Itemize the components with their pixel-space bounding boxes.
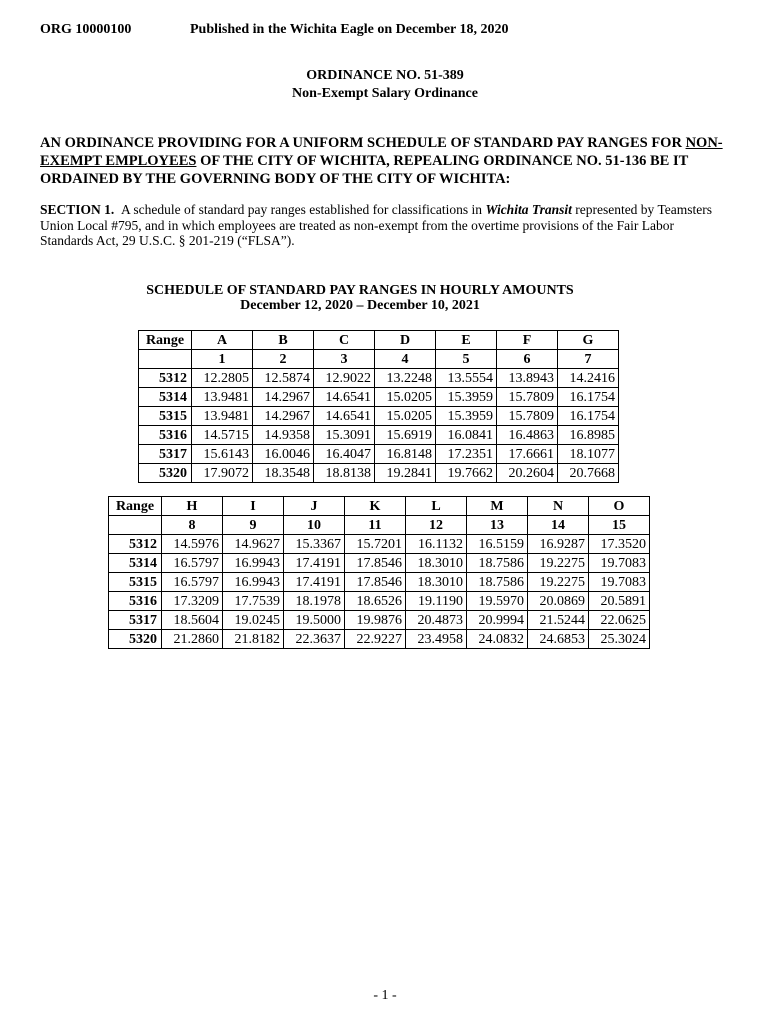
hourly-rate-cell: 15.3959 [436, 388, 497, 407]
hourly-rate-cell: 22.3637 [284, 630, 345, 649]
hourly-rate-cell: 15.7809 [497, 407, 558, 426]
hourly-rate-cell: 12.9022 [314, 369, 375, 388]
hourly-rate-cell: 20.7668 [558, 464, 619, 483]
column-step-header: 7 [558, 350, 619, 369]
column-step-header: 14 [528, 516, 589, 535]
table-row [139, 426, 619, 445]
hourly-rate-cell: 19.2841 [375, 464, 436, 483]
hourly-rate-cell: 14.6541 [314, 388, 375, 407]
table-header-steps [139, 350, 619, 369]
table-row [139, 464, 619, 483]
hourly-rate-cell: 15.3091 [314, 426, 375, 445]
hourly-rate-cell: 18.1077 [558, 445, 619, 464]
range-number-cell: 5317 [109, 611, 162, 630]
column-step-header: 10 [284, 516, 345, 535]
hourly-rate-cell: 13.9481 [192, 388, 253, 407]
hourly-rate-cell: 14.6541 [314, 407, 375, 426]
hourly-rate-cell: 19.2275 [528, 554, 589, 573]
table-row [109, 573, 650, 592]
column-step-header: 8 [162, 516, 223, 535]
hourly-rate-cell: 16.1132 [406, 535, 467, 554]
hourly-rate-cell: 21.5244 [528, 611, 589, 630]
range-number-cell: 5312 [109, 535, 162, 554]
hourly-rate-cell: 15.0205 [375, 388, 436, 407]
column-letter-header: F [497, 331, 558, 350]
blank-header-cell [139, 350, 192, 369]
schedule-heading: SCHEDULE OF STANDARD PAY RANGES IN HOURLY AMOUNTS [146, 283, 574, 298]
hourly-rate-cell: 19.5000 [284, 611, 345, 630]
hourly-rate-cell: 20.9994 [467, 611, 528, 630]
hourly-rate-cell: 18.3548 [253, 464, 314, 483]
hourly-rate-cell: 17.4191 [284, 573, 345, 592]
ordinance-preamble [40, 134, 730, 188]
range-number-cell: 5320 [109, 630, 162, 649]
table-row [109, 611, 650, 630]
column-step-header: 13 [467, 516, 528, 535]
hourly-rate-cell: 12.5874 [253, 369, 314, 388]
preamble-part1: AN ORDINANCE PROVIDING FOR A UNIFORM SCHEDULE OF STANDARD PAY RANGES FOR [40, 135, 686, 151]
column-letter-header: H [162, 497, 223, 516]
section-1-paragraph [40, 202, 730, 249]
hourly-rate-cell: 16.9943 [223, 573, 284, 592]
section-1-emphasis: Wichita Transit [485, 202, 572, 217]
column-step-header: 4 [375, 350, 436, 369]
preamble-part2: OF THE CITY OF WICHITA, REPEALING ORDINANCE NO. 51-136 BE IT ORDAINED BY THE GOVERNING BODY OF THE CITY OF WICHITA: [40, 153, 689, 187]
hourly-rate-cell: 19.2275 [528, 573, 589, 592]
hourly-rate-cell: 15.7809 [497, 388, 558, 407]
column-letter-header: I [223, 497, 284, 516]
hourly-rate-cell: 24.6853 [528, 630, 589, 649]
range-number-cell: 5315 [139, 407, 192, 426]
column-step-header: 9 [223, 516, 284, 535]
column-letter-header: A [192, 331, 253, 350]
table-header-letters [139, 331, 619, 350]
column-letter-header: C [314, 331, 375, 350]
table-row [139, 407, 619, 426]
hourly-rate-cell: 16.5797 [162, 554, 223, 573]
section-1-text-after: represented by Teamsters Union Local #795, and in which employees are treated as non-exempt from the overtime provisions of the Fair Labor Standards Act, 29 U.S.C. § 201-219 (“FLSA”). [40, 202, 712, 248]
range-number-cell: 5314 [109, 554, 162, 573]
pay-table-steps-1-7 [138, 330, 619, 483]
table-row [139, 388, 619, 407]
hourly-rate-cell: 17.4191 [284, 554, 345, 573]
hourly-rate-cell: 13.9481 [192, 407, 253, 426]
hourly-rate-cell: 19.9876 [345, 611, 406, 630]
hourly-rate-cell: 16.5159 [467, 535, 528, 554]
column-step-header: 1 [192, 350, 253, 369]
hourly-rate-cell: 16.8985 [558, 426, 619, 445]
hourly-rate-cell: 14.5715 [192, 426, 253, 445]
schedule-period: December 12, 2020 – December 10, 2021 [240, 298, 480, 313]
hourly-rate-cell: 14.2967 [253, 407, 314, 426]
hourly-rate-cell: 16.9287 [528, 535, 589, 554]
hourly-rate-cell: 17.8546 [345, 554, 406, 573]
hourly-rate-cell: 21.2860 [162, 630, 223, 649]
blank-header-cell [109, 516, 162, 535]
table-header-steps [109, 516, 650, 535]
hourly-rate-cell: 16.1754 [558, 407, 619, 426]
hourly-rate-cell: 18.5604 [162, 611, 223, 630]
hourly-rate-cell: 14.9358 [253, 426, 314, 445]
hourly-rate-cell: 24.0832 [467, 630, 528, 649]
hourly-rate-cell: 15.3367 [284, 535, 345, 554]
hourly-rate-cell: 15.0205 [375, 407, 436, 426]
hourly-rate-cell: 17.9072 [192, 464, 253, 483]
page-number: - 1 - [373, 988, 397, 1003]
hourly-rate-cell: 16.4047 [314, 445, 375, 464]
hourly-rate-cell: 25.3024 [589, 630, 650, 649]
column-letter-header: E [436, 331, 497, 350]
hourly-rate-cell: 17.2351 [436, 445, 497, 464]
hourly-rate-cell: 15.6143 [192, 445, 253, 464]
preamble-underlined: NON-EXEMPT EMPLOYEES [40, 135, 723, 169]
hourly-rate-cell: 18.8138 [314, 464, 375, 483]
org-number: ORG 10000100 [40, 22, 132, 37]
column-letter-header: B [253, 331, 314, 350]
hourly-rate-cell: 16.1754 [558, 388, 619, 407]
hourly-rate-cell: 17.6661 [497, 445, 558, 464]
column-step-header: 12 [406, 516, 467, 535]
column-step-header: 6 [497, 350, 558, 369]
publication-notice: Published in the Wichita Eagle on December 18, 2020 [190, 22, 509, 37]
range-number-cell: 5320 [139, 464, 192, 483]
table-row [109, 630, 650, 649]
pay-table-steps-8-15 [108, 496, 650, 649]
column-letter-header: M [467, 497, 528, 516]
hourly-rate-cell: 19.5970 [467, 592, 528, 611]
hourly-rate-cell: 19.0245 [223, 611, 284, 630]
hourly-rate-cell: 19.1190 [406, 592, 467, 611]
column-step-header: 11 [345, 516, 406, 535]
hourly-rate-cell: 17.8546 [345, 573, 406, 592]
hourly-rate-cell: 19.7083 [589, 573, 650, 592]
hourly-rate-cell: 20.2604 [497, 464, 558, 483]
hourly-rate-cell: 22.0625 [589, 611, 650, 630]
hourly-rate-cell: 18.6526 [345, 592, 406, 611]
hourly-rate-cell: 21.8182 [223, 630, 284, 649]
hourly-rate-cell: 13.8943 [497, 369, 558, 388]
column-letter-header: J [284, 497, 345, 516]
table-header-letters [109, 497, 650, 516]
hourly-rate-cell: 13.5554 [436, 369, 497, 388]
hourly-rate-cell: 18.3010 [406, 573, 467, 592]
hourly-rate-cell: 16.4863 [497, 426, 558, 445]
hourly-rate-cell: 20.0869 [528, 592, 589, 611]
hourly-rate-cell: 16.0046 [253, 445, 314, 464]
hourly-rate-cell: 19.7662 [436, 464, 497, 483]
range-number-cell: 5317 [139, 445, 192, 464]
hourly-rate-cell: 16.0841 [436, 426, 497, 445]
range-number-cell: 5312 [139, 369, 192, 388]
table-row [109, 535, 650, 554]
ordinance-number: ORDINANCE NO. 51-389 [306, 68, 464, 83]
hourly-rate-cell: 12.2805 [192, 369, 253, 388]
hourly-rate-cell: 20.4873 [406, 611, 467, 630]
hourly-rate-cell: 14.2416 [558, 369, 619, 388]
table-row [139, 445, 619, 464]
hourly-rate-cell: 14.9627 [223, 535, 284, 554]
hourly-rate-cell: 16.9943 [223, 554, 284, 573]
column-step-header: 5 [436, 350, 497, 369]
section-1-label: SECTION 1. [40, 202, 115, 217]
hourly-rate-cell: 15.7201 [345, 535, 406, 554]
hourly-rate-cell: 18.7586 [467, 554, 528, 573]
range-number-cell: 5314 [139, 388, 192, 407]
column-letter-header: O [589, 497, 650, 516]
hourly-rate-cell: 17.3209 [162, 592, 223, 611]
hourly-rate-cell: 18.1978 [284, 592, 345, 611]
hourly-rate-cell: 18.3010 [406, 554, 467, 573]
range-column-header: Range [139, 331, 192, 350]
column-letter-header: N [528, 497, 589, 516]
hourly-rate-cell: 22.9227 [345, 630, 406, 649]
column-step-header: 3 [314, 350, 375, 369]
column-letter-header: L [406, 497, 467, 516]
hourly-rate-cell: 17.3520 [589, 535, 650, 554]
hourly-rate-cell: 16.8148 [375, 445, 436, 464]
hourly-rate-cell: 14.2967 [253, 388, 314, 407]
section-1-text-before: A schedule of standard pay ranges established for classifications in [121, 202, 486, 217]
hourly-rate-cell: 17.7539 [223, 592, 284, 611]
hourly-rate-cell: 15.3959 [436, 407, 497, 426]
hourly-rate-cell: 19.7083 [589, 554, 650, 573]
range-number-cell: 5316 [109, 592, 162, 611]
hourly-rate-cell: 13.2248 [375, 369, 436, 388]
range-column-header: Range [109, 497, 162, 516]
column-letter-header: D [375, 331, 436, 350]
column-letter-header: G [558, 331, 619, 350]
hourly-rate-cell: 16.5797 [162, 573, 223, 592]
table-row [109, 592, 650, 611]
table-row [139, 369, 619, 388]
range-number-cell: 5315 [109, 573, 162, 592]
column-step-header: 2 [253, 350, 314, 369]
hourly-rate-cell: 15.6919 [375, 426, 436, 445]
column-letter-header: K [345, 497, 406, 516]
hourly-rate-cell: 18.7586 [467, 573, 528, 592]
hourly-rate-cell: 14.5976 [162, 535, 223, 554]
hourly-rate-cell: 20.5891 [589, 592, 650, 611]
table-row [109, 554, 650, 573]
hourly-rate-cell: 23.4958 [406, 630, 467, 649]
range-number-cell: 5316 [139, 426, 192, 445]
ordinance-title: Non-Exempt Salary Ordinance [292, 86, 478, 101]
column-step-header: 15 [589, 516, 650, 535]
